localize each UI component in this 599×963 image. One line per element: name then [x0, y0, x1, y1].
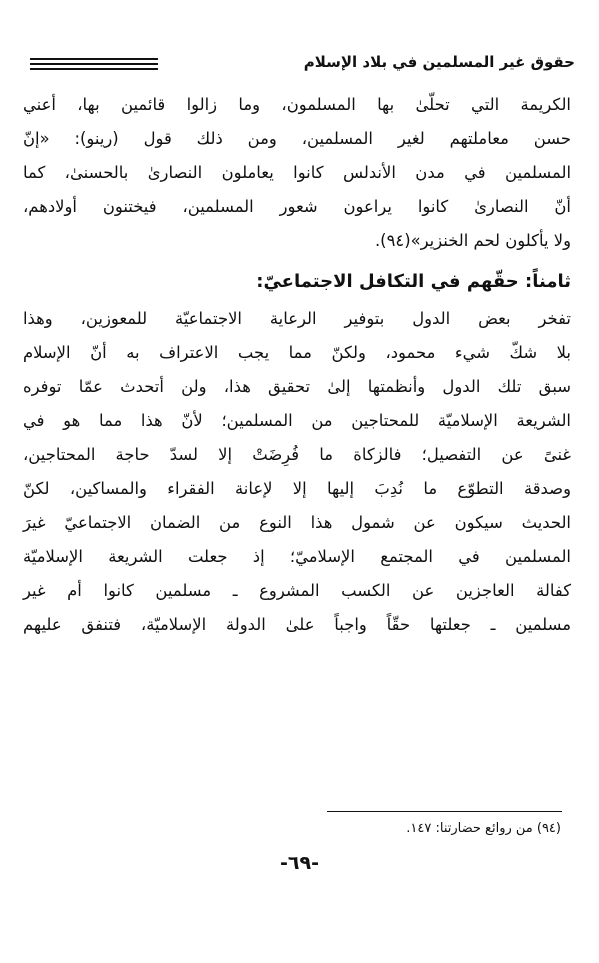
text-line: المسلمين في المجتمع الإسلاميّ؛ إذ جعلت الشريعة الإسلاميّة — [23, 547, 571, 566]
header-rule — [30, 58, 158, 60]
text-line: وصدقة التطوّع ما نُدِبَ إليها إلا لإعانة الفقراء والمساكين، لكنّ — [23, 479, 571, 498]
footnote: (٩٤) من روائع حضارتنا: ١٤٧. — [406, 821, 561, 836]
body-text — [23, 88, 571, 642]
text-line: الشريعة الإسلاميّة للمحتاجين من المسلمين؛ لأنّ هذا مما هو في — [23, 411, 571, 430]
text-line: بلا شكّ شيء محمود، ولكنّ مما يجب الاعتراف به أنّ الإسلام — [23, 343, 571, 362]
text-line: مسلمين ـ جعلتها حقّاً واجباً علىٰ الدولة الإسلاميّة، فتنفق عليهم — [23, 615, 571, 634]
section-heading: ثامناً: حقّهم في التكافل الاجتماعيّ: — [256, 271, 571, 292]
text-line: الكريمة التي تحلّىٰ بها المسلمون، وما زالوا قائمين بها، أعني — [23, 95, 571, 114]
text-line: غنىً عن التفصيل؛ فالزكاة ما فُرِضَتْ إلا لسدّ حاجة المحتاجين، — [23, 445, 571, 464]
text-line: المسلمين في مدن الأندلس كانوا يعاملون النصارىٰ بالحسنىٰ، كما — [23, 163, 571, 182]
running-header — [30, 52, 575, 78]
text-line: سبق تلك الدول وأنظمتها إلىٰ تحقيق هذا، ولن أتحدث عمّا توفره — [23, 377, 571, 396]
text-line: حسن معاملتهم لغير المسلمين، ومن ذلك قول (رينو): «إنّ — [23, 129, 571, 148]
text-line: كفالة العاجزين عن الكسب المشروع ـ مسلمين كانوا أم غير — [23, 581, 571, 600]
text-line-with-footnote-ref: ولا يأكلون لحم الخنزير»(٩٤). — [374, 231, 571, 250]
section-paragraph — [23, 302, 571, 642]
page-number: -٦٩- — [280, 852, 319, 874]
header-rule — [30, 63, 158, 65]
running-header-title: حقوق غير المسلمين في بلاد الإسلام — [303, 53, 575, 71]
paragraph-continuation — [23, 88, 571, 258]
footnote-separator — [327, 811, 562, 812]
text-line: أنّ النصارىٰ كانوا يراعون شعور المسلمين، فيختنون أولادهم، — [23, 197, 571, 216]
header-rule — [30, 68, 158, 70]
text-line: الحديث سيكون عن شمول هذا النوع من الضمان الاجتماعيّ غيرَ — [23, 513, 571, 532]
text-line: تفخر بعض الدول بتوفير الرعاية الاجتماعيّة للمعوزين، وهذا — [23, 309, 571, 328]
